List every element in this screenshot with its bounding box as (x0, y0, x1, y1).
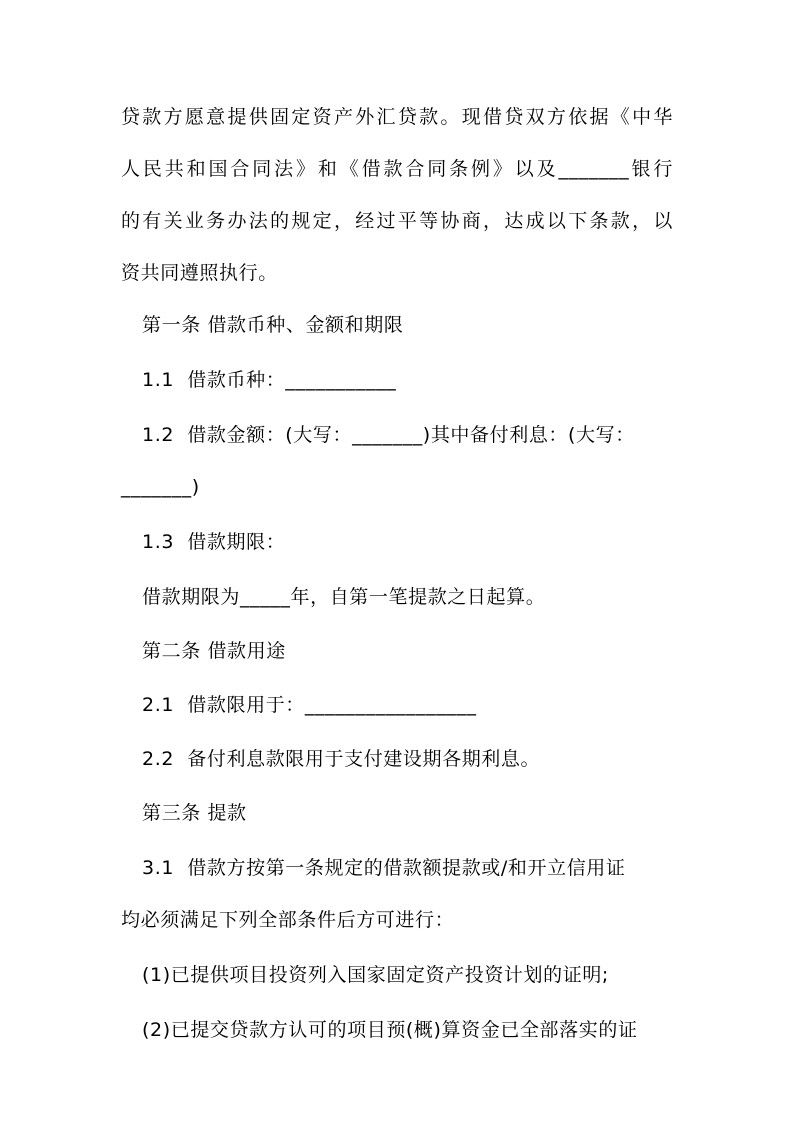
clause-3-1-continued: 均必须满足下列全部条件后方可进行： (121, 909, 455, 931)
article-2-heading: 第二条 借款用途 (142, 640, 286, 662)
clause-2-2: 2.2 备付利息款限用于支付建设期各期利息。 (142, 748, 541, 770)
paragraph-line-2: 人民共和国合同法》和《借款合同条例》以及_______银行 (121, 158, 673, 180)
clause-1-3: 1.3 借款期限： (142, 531, 286, 553)
paragraph-line-1: 贷款方愿意提供固定资产外汇贷款。现借贷双方依据《中华 (121, 106, 673, 128)
loan-term-text: 借款期限为_____年，自第一笔提款之日起算。 (142, 586, 546, 608)
article-1-heading: 第一条 借款币种、金额和期限 (142, 314, 404, 336)
clause-3-1: 3.1 借款方按第一条规定的借款额提款或/和开立信用证 (142, 857, 626, 879)
clause-1-2: 1.2 借款金额：(大写：_______)其中备付利息：(大写： (142, 424, 635, 446)
clause-2-1: 2.1 借款限用于：_________________ (142, 694, 477, 716)
paragraph-line-4: 资共同遵照执行。 (121, 262, 278, 284)
condition-2: (2)已提交贷款方认可的项目预(概)算资金已全部落实的证 (142, 1019, 638, 1041)
paragraph-line-3: 的有关业务办法的规定，经过平等协商，达成以下条款，以 (121, 210, 673, 232)
article-3-heading: 第三条 提款 (142, 802, 247, 824)
clause-1-2-continued: _______) (121, 476, 200, 498)
clause-1-1: 1.1 借款币种：___________ (142, 369, 397, 391)
condition-1: (1)已提供项目投资列入国家固定资产投资计划的证明; (142, 964, 609, 986)
